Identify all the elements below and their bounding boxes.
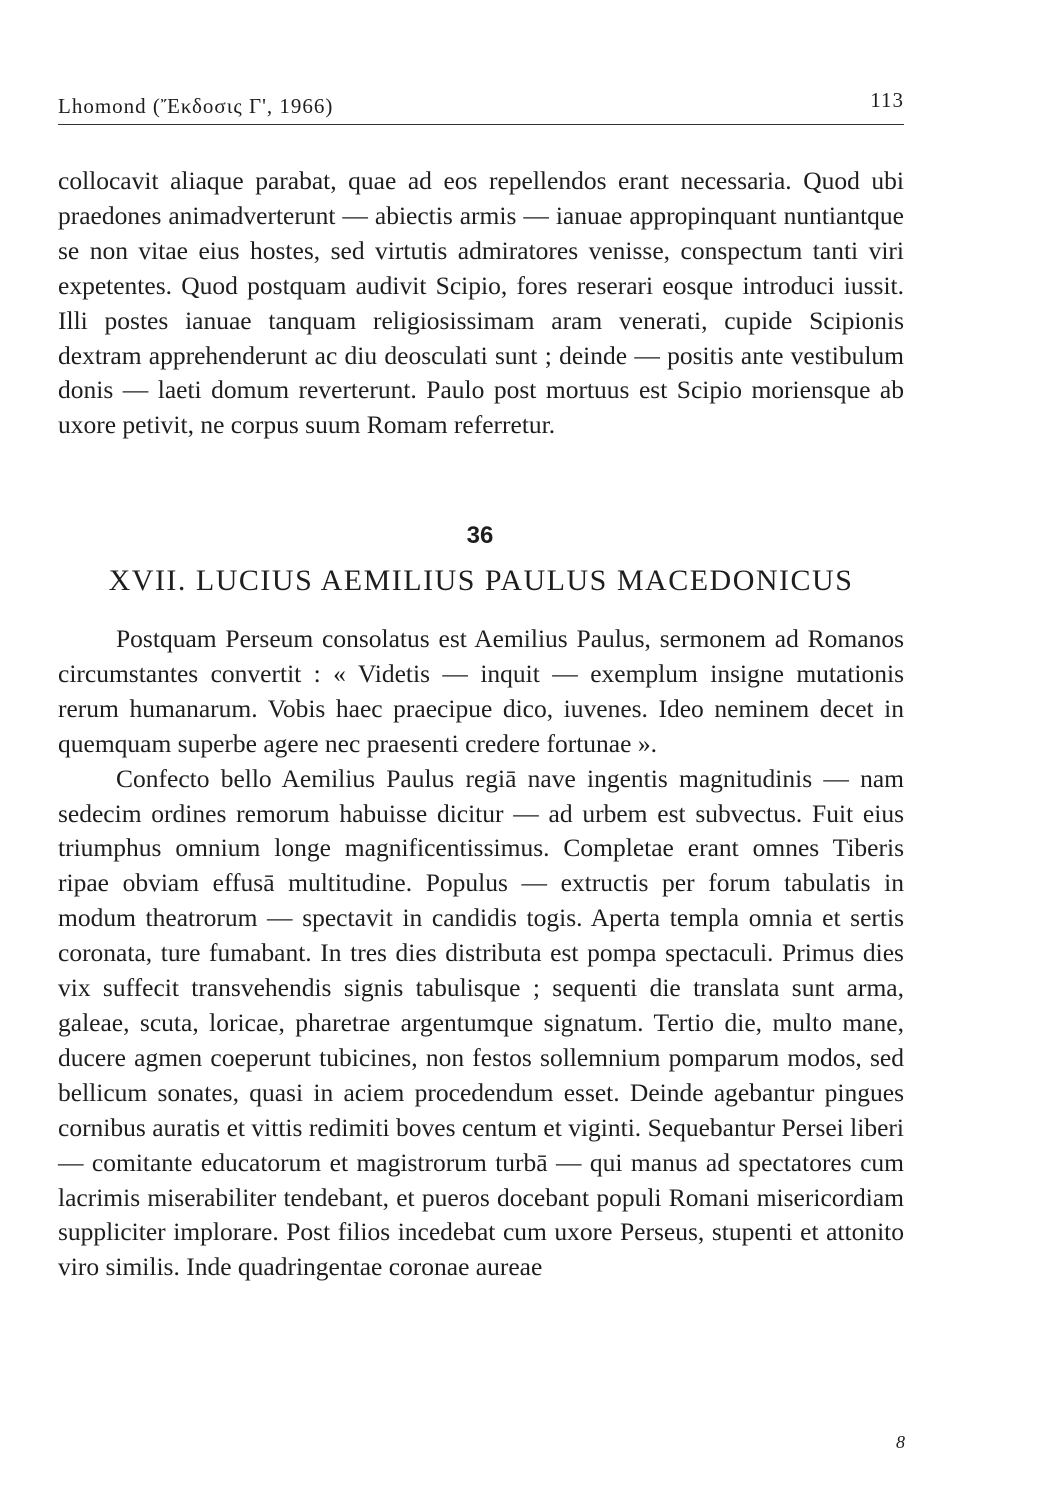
section-number: 36: [466, 522, 494, 549]
header-rule: [58, 124, 904, 125]
chapter-title: XVII. LUCIUS AEMILIUS PAULUS MACEDONICUS: [108, 564, 854, 597]
running-title: Lhomond (Ἔκδοσις Γ', 1966): [58, 94, 334, 118]
continuation-block: [58, 164, 904, 443]
paragraph-1: Postquam Perseum consolatus est Aemilius Paulus, sermonem ad Romanos circumstantes convertit : « Videtis — inquit — exemplum insigne mutationis rerum humanarum. Vobis haec praecipue dico, iuvenes. Ideo neminem decet in quemquam superbe agere nec praesenti credere fortunae ».: [58, 624, 904, 758]
signature-mark: 8: [896, 1432, 905, 1452]
paragraph-2: Confecto bello Aemilius Paulus regiā nave ingentis magnitudinis — nam sedecim ordines remorum habuisse dicitur — ad urbem est subvectus. Fuit eius triumphus omnium longe magnificentissimus. Completae erant omnes Tiberis ripae obviam effusā multitudine. Populus — extructis per forum tabulatis in modum theatrorum — spectavit in candidis togis. Aperta templa omnia et sertis coronata, ture fumabant. In tres dies distributa est pompa spectaculi. Primus dies vix suffecit transvehendis signis tabulisque ; sequenti die translata sunt arma, galeae, scuta, loricae, pharetrae argentumque signatum. Tertio die, multo mane, ducere agmen coeperunt tubicines, non festos sollemnium pomparum modos, sed bellicum sonates, quasi in aciem procedendum esset. Deinde agebantur pingues cornibus auratis et vittis redimiti boves centum et viginti. Sequebantur Persei liberi — comitante educatorum et magistrorum turbā — qui manus ad spectatores cum lacrimis miserabiliter tendebant, et pueros docebant populi Romani misericordiam suppliciter implorare. Post filios incedebat cum uxore Perseus, stupenti et attonito viro similis. Inde quadringentae coronae aureae: [58, 763, 904, 1282]
continuation-paragraph: collocavit aliaque parabat, quae ad eos repellendos erant necessaria. Quod ubi praedones animadverterunt — abiectis armis — ianuae appropinquant nuntiantque se non vitae eius hostes, sed virtutis admiratores venisse, conspectum tanti viri expetentes. Quod postquam audivit Scipio, fores reserari eosque introduci iussit. Illi postes ianuae tanquam religiosissimam aram venerati, cupide Scipionis dextram apprehenderunt ac diu deosculati sunt ; deinde — positis ante vestibulum donis — laeti domum reverterunt. Paulo post mortuus est Scipio moriensque ab uxore petivit, ne corpus suum Romam referretur.: [58, 166, 904, 440]
page-number: 113: [870, 88, 904, 112]
chapter-body: [58, 622, 904, 1285]
running-head: [58, 88, 904, 124]
